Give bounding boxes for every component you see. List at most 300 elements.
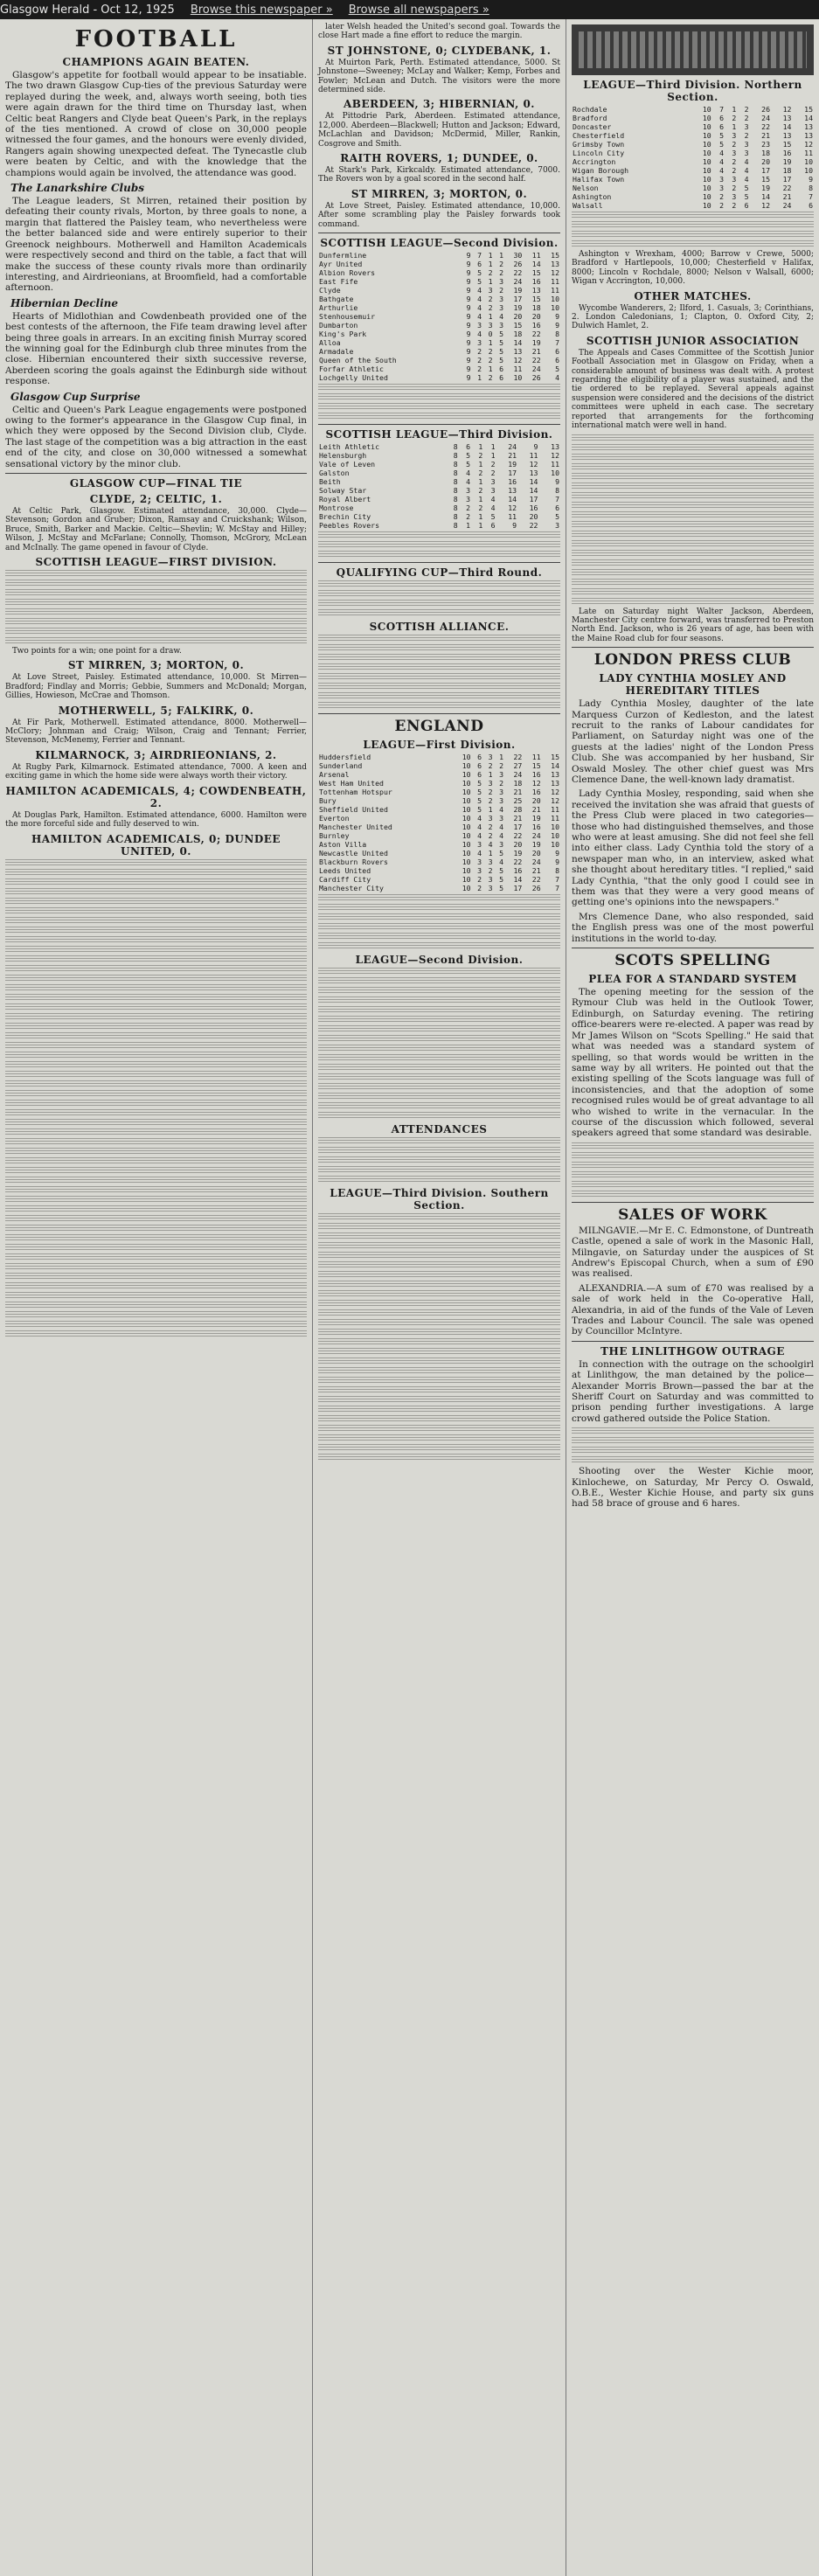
text-illegible xyxy=(5,1100,307,1107)
table-row xyxy=(318,788,560,796)
stat-cell: 3 xyxy=(719,175,724,184)
england-heading: ENGLAND xyxy=(394,718,484,736)
stat-cell: 4 xyxy=(477,286,482,295)
text-illegible xyxy=(5,898,307,906)
table-row xyxy=(318,477,560,486)
text-illegible xyxy=(5,1119,307,1127)
stat-cell: 10 xyxy=(462,858,471,867)
stat-cell: 6 xyxy=(477,770,482,780)
text-illegible xyxy=(572,588,814,596)
headline-champions: CHAMPIONS AGAIN BEATEN. xyxy=(62,56,250,68)
stat-cell: 6 xyxy=(719,122,724,131)
stat-cell: 21 xyxy=(531,866,541,876)
league-table-illegible xyxy=(318,1338,560,1346)
stat-cell: 9 xyxy=(466,277,471,287)
text-illegible xyxy=(572,521,814,529)
divider xyxy=(572,1341,814,1342)
subheading-lanarkshire: The Lanarkshire Clubs xyxy=(10,182,144,195)
table-row xyxy=(318,338,560,347)
stat-cell: 11 xyxy=(804,149,813,157)
stat-cell: 1 xyxy=(478,512,483,522)
article-paragraph: Wycombe Wanderers, 2; Ilford, 1. Casuals, 3; Corinthians, 2. London Caledonians, 1; Clapton, 0. Oxford City, 2; Dulwich Hamlet, 2. xyxy=(572,303,814,331)
stat-cell: 10 xyxy=(462,805,471,815)
text-illegible xyxy=(318,393,560,401)
stat-cell: 4 xyxy=(499,858,503,867)
attendances-paragraph: Ashington v Wrexham, 4000; Barrow v Crewe, 5000; Bradford v Hartlepools, 10,000; Chesterfield v Halifax, 8000; Lincoln v Rochdale, 8000; Nelson v Walsall, 6000; Wigan v Accrington, 10,000. xyxy=(572,250,814,287)
stat-cell: 4 xyxy=(477,823,482,832)
stat-cell: 22 xyxy=(782,184,792,192)
team-name-cell: Armadale xyxy=(319,347,354,357)
stat-cell: 3 xyxy=(732,192,737,201)
stat-cell: 13 xyxy=(551,779,559,788)
stat-cell: 16 xyxy=(531,788,541,797)
stat-cell: 1 xyxy=(488,365,493,374)
stat-cell: 2 xyxy=(478,503,483,513)
match-result: MOTHERWELL, 5; FALKIRK, 0. xyxy=(58,704,254,717)
text-illegible xyxy=(572,531,814,538)
table-row xyxy=(318,858,560,866)
text-illegible xyxy=(5,1032,307,1040)
stat-cell: 2 xyxy=(719,192,724,201)
stat-cell: 5 xyxy=(477,779,482,788)
match-report: At Douglas Park, Hamilton. Estimated attendance, 6000. Hamilton were the more forceful side and fully deserved to win. xyxy=(5,810,307,830)
table-row xyxy=(318,303,560,312)
text-illegible xyxy=(5,1061,307,1069)
league-second-division-heading: SCOTTISH LEAGUE—Second Division. xyxy=(320,237,559,250)
text-illegible xyxy=(5,888,307,896)
stat-cell: 9 xyxy=(466,260,471,269)
stat-cell: 9 xyxy=(466,338,471,348)
text-illegible xyxy=(572,434,814,442)
league-table-illegible xyxy=(318,1281,560,1288)
stat-cell: 5 xyxy=(477,796,482,806)
table-row xyxy=(572,105,814,114)
team-name-cell: Arthurlie xyxy=(319,303,358,313)
text-illegible xyxy=(5,1052,307,1059)
stat-cell: 3 xyxy=(499,295,503,304)
stat-cell: 5 xyxy=(499,849,503,858)
stat-cell: 18 xyxy=(513,330,523,339)
stat-cell: 2 xyxy=(478,451,483,461)
team-name-cell: East Fife xyxy=(319,277,358,287)
stat-cell: 9 xyxy=(555,312,559,322)
match-report: At Fir Park, Motherwell. Estimated attendance, 8000. Motherwell—McClory; Johnman and Craig; Wilson, Craig and Tennant; Ferrier, Stevenson, McMenemy, Ferrier and Tennant. xyxy=(5,718,307,746)
league-first-division-heading: SCOTTISH LEAGUE—FIRST DIVISION. xyxy=(35,556,277,569)
browser-toolbar xyxy=(0,0,819,19)
stat-cell: 2 xyxy=(732,140,737,149)
browse-newspaper-link[interactable]: Browse this newspaper » xyxy=(190,3,333,17)
article-paragraph: Mrs Clemence Dane, who also responded, said the English press was one of the most powerful institutions in the world to-day. xyxy=(572,911,814,944)
article-paragraph: Glasgow's appetite for football would appear to be insatiable. The two drawn Glasgow Cup-ties of the previous Saturday were replayed during the week, and, always worth seeing, both ties were again drawn for the third time on Thursday last, when Celtic beat Rangers and Clyde beat Queen's Park, in the replays of the ties mentioned. A crowd of close on 30,000 people witnessed the four games, and the honours were evenly divided, Rangers again showing unexpected defeat. The Tynecastle club were beaten by Celtic, and with the knowledge that the champions would again be involved, the attendance was good. xyxy=(5,70,307,178)
league-table-illegible xyxy=(318,1386,560,1394)
stat-cell: 3 xyxy=(744,140,749,149)
stat-cell: 30 xyxy=(513,251,523,260)
stat-cell: 24 xyxy=(782,201,792,210)
stat-cell: 2 xyxy=(744,131,749,140)
team-name-cell: Sheffield United xyxy=(319,805,388,815)
stat-cell: 3 xyxy=(732,175,737,184)
team-name-cell: Lochgelly United xyxy=(319,373,388,383)
stat-cell: 5 xyxy=(477,268,482,278)
stat-cell: 17 xyxy=(513,823,523,832)
table-row xyxy=(572,184,814,192)
team-name-cell: Galston xyxy=(319,469,350,478)
stat-cell: 10 xyxy=(702,149,711,157)
text-illegible xyxy=(5,1148,307,1156)
stat-cell: 10 xyxy=(462,840,471,850)
stat-cell: 6 xyxy=(809,201,813,210)
stat-cell: 3 xyxy=(488,321,493,330)
text-illegible xyxy=(5,1177,307,1184)
stat-cell: 9 xyxy=(466,268,471,278)
stat-cell: 4 xyxy=(744,175,749,184)
stat-cell: 25 xyxy=(513,796,523,806)
league-table-illegible xyxy=(5,580,307,587)
text-illegible xyxy=(318,384,560,392)
league-table-illegible xyxy=(318,977,560,985)
divider xyxy=(572,647,814,648)
team-name-cell: Ayr United xyxy=(319,260,363,269)
text-illegible xyxy=(5,917,307,925)
stat-cell: 15 xyxy=(804,105,813,114)
stat-cell: 1 xyxy=(478,521,483,531)
stat-cell: 4 xyxy=(477,312,482,322)
league-table-illegible xyxy=(318,1309,560,1317)
table-row xyxy=(572,157,814,166)
league-table-illegible xyxy=(318,1242,560,1250)
stat-cell: 13 xyxy=(782,131,792,140)
table-row xyxy=(572,149,814,157)
league-table-illegible xyxy=(318,1444,560,1452)
stat-cell: 1 xyxy=(488,849,493,858)
table-row xyxy=(318,330,560,338)
stat-cell: 1 xyxy=(488,260,493,269)
stat-cell: 4 xyxy=(490,495,496,504)
stat-cell: 12 xyxy=(761,201,771,210)
stat-cell: 10 xyxy=(513,373,523,383)
table-row xyxy=(318,814,560,823)
stat-cell: 10 xyxy=(551,831,559,841)
league-table-illegible xyxy=(318,1083,560,1091)
stat-cell: 11 xyxy=(531,753,541,762)
stat-cell: 6 xyxy=(499,373,503,383)
stat-cell: 19 xyxy=(761,184,771,192)
stat-cell: 19 xyxy=(531,814,541,823)
league-table-illegible xyxy=(5,628,307,635)
stat-cell: 10 xyxy=(702,131,711,140)
stat-cell: 3 xyxy=(499,840,503,850)
stat-cell: 12 xyxy=(531,779,541,788)
stat-cell: 21 xyxy=(782,192,792,201)
league-third-division-heading: SCOTTISH LEAGUE—Third Division. xyxy=(325,428,553,441)
stat-cell: 10 xyxy=(551,469,559,478)
league-table-illegible xyxy=(5,637,307,645)
stat-cell: 28 xyxy=(513,805,523,815)
league-table-illegible xyxy=(318,1054,560,1062)
league-table-illegible xyxy=(5,608,307,616)
text-illegible xyxy=(318,913,560,921)
stat-cell: 2 xyxy=(499,761,503,771)
stat-cell: 15 xyxy=(531,761,541,771)
league-table-illegible xyxy=(5,618,307,626)
stat-cell: 8 xyxy=(555,486,559,496)
stat-cell: 5 xyxy=(555,365,559,374)
league-table-northern-section xyxy=(572,105,814,210)
league-table-illegible xyxy=(318,1396,560,1404)
stat-cell: 10 xyxy=(702,140,711,149)
text-illegible xyxy=(318,683,560,691)
text-illegible xyxy=(572,1427,814,1435)
stat-cell: 5 xyxy=(744,192,749,201)
stat-cell: 14 xyxy=(513,875,523,885)
text-illegible xyxy=(5,1263,307,1271)
stat-cell: 9 xyxy=(466,347,471,357)
stat-cell: 5 xyxy=(499,347,503,357)
other-matches-heading: OTHER MATCHES. xyxy=(634,289,752,302)
stat-cell: 3 xyxy=(490,477,496,487)
stat-cell: 2 xyxy=(744,105,749,114)
text-illegible xyxy=(5,955,307,963)
stat-cell: 22 xyxy=(531,356,541,365)
league-table-illegible xyxy=(318,1016,560,1024)
text-illegible xyxy=(572,463,814,471)
team-name-cell: Bathgate xyxy=(319,295,354,304)
text-illegible xyxy=(5,1234,307,1242)
stat-cell: 10 xyxy=(462,779,471,788)
stat-cell: 22 xyxy=(531,875,541,885)
table-row xyxy=(318,503,560,512)
text-illegible xyxy=(5,1138,307,1146)
stat-cell: 13 xyxy=(508,486,517,496)
sales-of-work-heading: SALES OF WORK xyxy=(618,1205,767,1224)
text-illegible xyxy=(5,1225,307,1232)
stat-cell: 9 xyxy=(466,356,471,365)
stat-cell: 9 xyxy=(555,321,559,330)
table-row xyxy=(318,321,560,330)
text-illegible xyxy=(572,454,814,462)
stat-cell: 15 xyxy=(531,268,541,278)
text-illegible xyxy=(5,1244,307,1252)
london-press-club-heading: LONDON PRESS CLUB xyxy=(593,651,792,670)
stat-cell: 8 xyxy=(453,442,458,452)
stat-cell: 8 xyxy=(453,477,458,487)
league-table-illegible xyxy=(318,1045,560,1052)
league-table-illegible xyxy=(318,1261,560,1269)
stat-cell: 11 xyxy=(551,286,559,295)
team-name-cell: Rochdale xyxy=(573,105,607,114)
stat-cell: 1 xyxy=(488,770,493,780)
column-news xyxy=(566,19,819,2576)
stat-cell: 14 xyxy=(529,486,538,496)
text-illegible xyxy=(5,907,307,915)
table-row xyxy=(318,866,560,875)
team-name-cell: Cardiff City xyxy=(319,875,371,885)
stat-cell: 10 xyxy=(702,157,711,166)
stat-cell: 18 xyxy=(782,166,792,175)
divider xyxy=(5,473,307,474)
stat-cell: 19 xyxy=(513,303,523,313)
cup-final-result: CLYDE, 2; CELTIC, 1. xyxy=(89,493,223,505)
text-illegible xyxy=(5,984,307,992)
text-illegible xyxy=(572,1152,814,1160)
stat-cell: 10 xyxy=(702,175,711,184)
stat-cell: 10 xyxy=(551,303,559,313)
stat-cell: 20 xyxy=(531,312,541,322)
table-row xyxy=(318,840,560,849)
stat-cell: 15 xyxy=(551,251,559,260)
stat-cell: 10 xyxy=(702,122,711,131)
article-paragraph: Hearts of Midlothian and Cowdenbeath provided one of the best contests of the afternoon, the Fife team drawing level after being three goals in arrears. In an exciting finish Murray scored the winning goal for the Edinburgh club three minutes from the close. Hibernian encountered their sixth successive reverse, Aberdeen scoring the goals against the Edinburgh side without response. xyxy=(5,310,307,387)
stat-cell: 3 xyxy=(732,131,737,140)
stat-cell: 13 xyxy=(513,347,523,357)
team-name-cell: Albion Rovers xyxy=(319,268,376,278)
table-row xyxy=(572,140,814,149)
stat-cell: 1 xyxy=(490,451,496,461)
team-name-cell: Forfar Athletic xyxy=(319,365,384,374)
text-illegible xyxy=(572,1456,814,1464)
stat-cell: 1 xyxy=(732,105,737,114)
stat-cell: 1 xyxy=(478,460,483,469)
text-illegible xyxy=(318,942,560,950)
text-illegible xyxy=(5,1080,307,1088)
text-illegible xyxy=(5,1013,307,1021)
stat-cell: 4 xyxy=(555,373,559,383)
stat-cell: 24 xyxy=(531,365,541,374)
stat-cell: 5 xyxy=(744,184,749,192)
newspaper-source-label: Glasgow Herald - Oct 12, 1925 xyxy=(0,3,175,17)
team-name-cell: Chesterfield xyxy=(573,131,625,140)
league-table-illegible xyxy=(5,599,307,607)
table-row xyxy=(572,131,814,140)
stat-cell: 26 xyxy=(531,373,541,383)
stat-cell: 2 xyxy=(477,875,482,885)
text-illegible xyxy=(318,894,560,902)
text-illegible xyxy=(5,936,307,944)
stat-cell: 11 xyxy=(531,251,541,260)
league-table-illegible xyxy=(318,1112,560,1120)
stat-cell: 4 xyxy=(499,823,503,832)
stat-cell: 7 xyxy=(555,884,559,893)
divider xyxy=(572,1202,814,1203)
text-illegible xyxy=(318,904,560,912)
points-note: Two points for a win; one point for a draw. xyxy=(12,647,182,656)
stat-cell: 10 xyxy=(551,823,559,832)
text-illegible xyxy=(5,1042,307,1050)
text-illegible xyxy=(318,1176,560,1184)
team-name-cell: King's Park xyxy=(319,330,367,339)
table-row xyxy=(572,201,814,210)
stat-cell: 13 xyxy=(551,260,559,269)
stat-cell: 2 xyxy=(477,356,482,365)
match-result: KILMARNOCK, 3; AIRDRIEONIANS, 2. xyxy=(35,748,277,761)
subheading-hibernian: Hibernian Decline xyxy=(10,296,119,309)
league-table-illegible xyxy=(318,968,560,976)
match-report: At Celtic Park, Glasgow. Estimated attendance, 30,000. Clyde—Stevenson; Gordon and Gruber; Dixon, Ramsay and Cruickshank; Wilson, Bruce, Smith, Barker and Mackie. Celtic—Shevlin; W. McStay and Hilley; Wilson, J. McStay and McFarlane; Connolly, Thomson, McGrory, McLean and McInally. The game opened in favour of Clyde. xyxy=(5,507,307,552)
league-table-illegible xyxy=(318,1357,560,1365)
league-table-illegible xyxy=(318,1252,560,1260)
text-illegible xyxy=(5,1071,307,1079)
article-paragraph: The opening meeting for the session of the Rymour Club was held in the Outlook Tower, Edinburgh, on Saturday evening. The retiring office-bearers were re-elected. A paper was read by Mr James Wilson on "Scots Spelling." He said that what was needed was a standard system of spelling, so that words would be written in the same way by all writers. He pointed out that the existing spelling of the Scots language was full of inconsistencies, and that the adoption of some recognised rules would be of great advantage to all who wished to write in the vernacular. In the course of the discussion which followed, several speakers agreed that some standard was desirable. xyxy=(572,987,814,1139)
divider xyxy=(318,424,560,425)
stat-cell: 2 xyxy=(488,303,493,313)
text-illegible xyxy=(318,635,560,642)
team-name-cell: Sunderland xyxy=(319,761,363,771)
team-name-cell: Royal Albert xyxy=(319,495,371,504)
stat-cell: 3 xyxy=(490,486,496,496)
league-table-illegible xyxy=(318,1006,560,1014)
stat-cell: 2 xyxy=(719,201,724,210)
text-illegible xyxy=(572,559,814,567)
stat-cell: 7 xyxy=(555,875,559,885)
text-illegible xyxy=(5,1196,307,1204)
stat-cell: 14 xyxy=(529,477,538,487)
stat-cell: 5 xyxy=(499,866,503,876)
table-row xyxy=(318,295,560,303)
stat-cell: 9 xyxy=(809,175,813,184)
league-table-second-division xyxy=(318,251,560,382)
table-row xyxy=(318,356,560,365)
table-row xyxy=(318,260,560,268)
stat-cell: 13 xyxy=(551,770,559,780)
text-illegible xyxy=(5,1273,307,1281)
table-row xyxy=(318,442,560,451)
text-illegible xyxy=(572,1437,814,1445)
league-table-illegible xyxy=(318,1329,560,1337)
text-illegible xyxy=(318,692,560,700)
stat-cell: 3 xyxy=(499,277,503,287)
stat-cell: 10 xyxy=(804,166,813,175)
team-name-cell: Newcastle United xyxy=(319,849,388,858)
league-table-illegible xyxy=(318,1434,560,1442)
stat-cell: 6 xyxy=(477,761,482,771)
table-row xyxy=(318,831,560,840)
stat-cell: 2 xyxy=(490,469,496,478)
stat-cell: 3 xyxy=(555,521,559,531)
stat-cell: 14 xyxy=(761,192,771,201)
text-illegible xyxy=(5,1167,307,1175)
stat-cell: 17 xyxy=(529,495,538,504)
stat-cell: 2 xyxy=(732,157,737,166)
browse-all-newspapers-link[interactable]: Browse all newspapers » xyxy=(348,3,489,17)
stat-cell: 10 xyxy=(804,157,813,166)
stat-cell: 10 xyxy=(462,761,471,771)
text-illegible xyxy=(5,869,307,877)
match-result: ST MIRREN, 3; MORTON, 0. xyxy=(67,659,245,672)
league-table-illegible xyxy=(318,1406,560,1413)
stat-cell: 5 xyxy=(555,512,559,522)
text-illegible xyxy=(318,1147,560,1155)
stat-cell: 5 xyxy=(466,460,471,469)
article-paragraph: The Appeals and Cases Committee of the Scottish Junior Football Association met in Glasgow on Friday, when a considerable amount of business was dealt with. A protest regarding the eligibility of a player was sustained, and the tie ordered to be replayed. Several appeals against suspension were considered and the decisions of the district committees were upheld in each case. The secretary reported that arrangements for the forthcoming international match were well in hand. xyxy=(572,348,814,431)
league-table-illegible xyxy=(318,1102,560,1110)
text-illegible xyxy=(318,663,560,671)
text-illegible xyxy=(5,1128,307,1136)
stat-cell: 2 xyxy=(488,761,493,771)
table-row xyxy=(318,460,560,469)
stat-cell: 8 xyxy=(453,469,458,478)
linlithgow-outrage-heading: THE LINLITHGOW OUTRAGE xyxy=(600,1344,785,1357)
team-name-cell: Leeds United xyxy=(319,866,371,876)
stat-cell: 8 xyxy=(453,451,458,461)
stat-cell: 14 xyxy=(508,495,517,504)
text-illegible xyxy=(572,444,814,452)
stat-cell: 9 xyxy=(466,365,471,374)
text-illegible xyxy=(5,1003,307,1011)
text-illegible xyxy=(5,1157,307,1165)
stat-cell: 21 xyxy=(508,451,517,461)
text-illegible xyxy=(572,598,814,606)
text-illegible xyxy=(5,1186,307,1194)
